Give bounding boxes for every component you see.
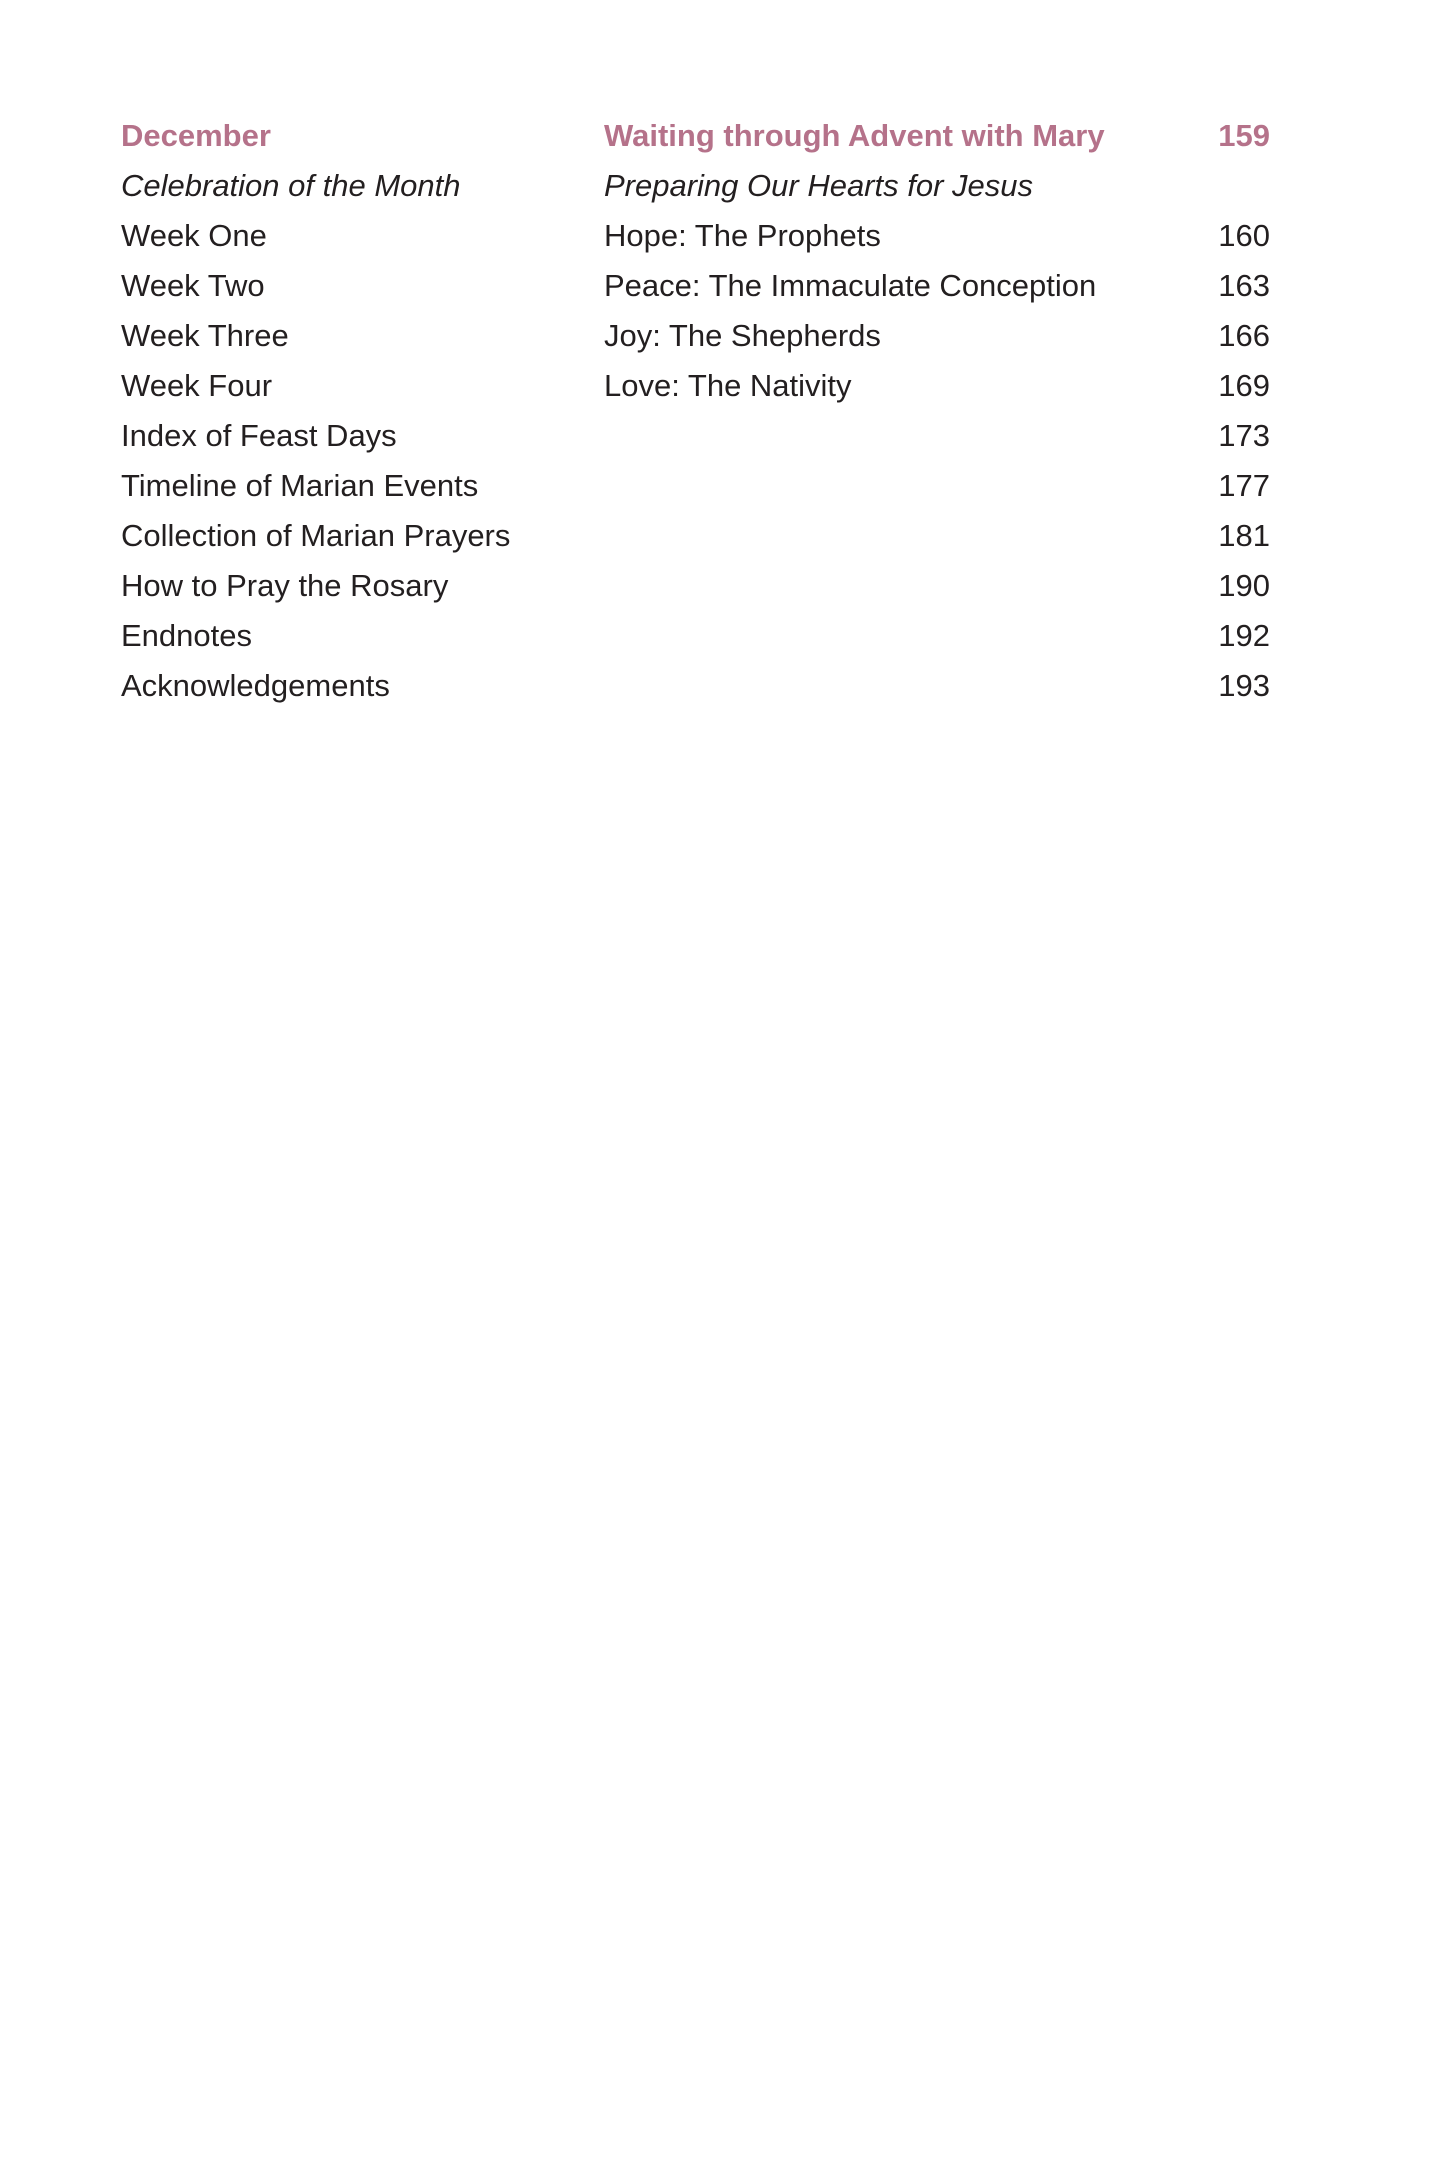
page-number: 160 xyxy=(1218,218,1270,253)
toc-entry-week-one xyxy=(0,211,1445,261)
toc-entry-index-of-feast-days xyxy=(0,411,1445,461)
page-number: 163 xyxy=(1218,268,1270,303)
toc-entry-acknowledgements xyxy=(0,661,1445,711)
page-number: 192 xyxy=(1218,618,1270,653)
toc-entry-week-two xyxy=(0,261,1445,311)
entry-label: Timeline of Marian Events xyxy=(121,468,479,503)
subheading-left: Celebration of the Month xyxy=(121,168,461,203)
toc-entry-rosary xyxy=(0,561,1445,611)
subheading-middle: Preparing Our Hearts for Jesus xyxy=(604,168,1034,203)
toc-subheading xyxy=(0,161,1445,211)
entry-title: Love: The Nativity xyxy=(604,368,852,403)
page-number: 173 xyxy=(1218,418,1270,453)
entry-label: Collection of Marian Prayers xyxy=(121,518,511,553)
page-number: 166 xyxy=(1218,318,1270,353)
entry-title: Peace: The Immaculate Conception xyxy=(604,268,1097,303)
entry-label: Week One xyxy=(121,218,267,253)
entry-label: Week Three xyxy=(121,318,289,353)
page-number: 159 xyxy=(1218,118,1270,153)
toc-entry-timeline xyxy=(0,461,1445,511)
section-title: Waiting through Advent with Mary xyxy=(604,118,1105,153)
entry-label: Acknowledgements xyxy=(121,668,390,703)
entry-label: Index of Feast Days xyxy=(121,418,397,453)
page-number: 193 xyxy=(1218,668,1270,703)
toc-entry-week-four xyxy=(0,361,1445,411)
toc-entry-week-three xyxy=(0,311,1445,361)
table-of-contents xyxy=(0,111,1445,711)
page-number: 177 xyxy=(1218,468,1270,503)
month-title: December xyxy=(121,118,271,153)
toc-section-heading xyxy=(0,111,1445,161)
entry-label: Endnotes xyxy=(121,618,252,653)
entry-label: How to Pray the Rosary xyxy=(121,568,449,603)
page-number: 181 xyxy=(1218,518,1270,553)
entry-label: Week Two xyxy=(121,268,265,303)
page-number: 169 xyxy=(1218,368,1270,403)
entry-title: Joy: The Shepherds xyxy=(604,318,881,353)
toc-entry-prayers xyxy=(0,511,1445,561)
entry-label: Week Four xyxy=(121,368,273,403)
toc-entry-endnotes xyxy=(0,611,1445,661)
page-number: 190 xyxy=(1218,568,1270,603)
entry-title: Hope: The Prophets xyxy=(604,218,881,253)
